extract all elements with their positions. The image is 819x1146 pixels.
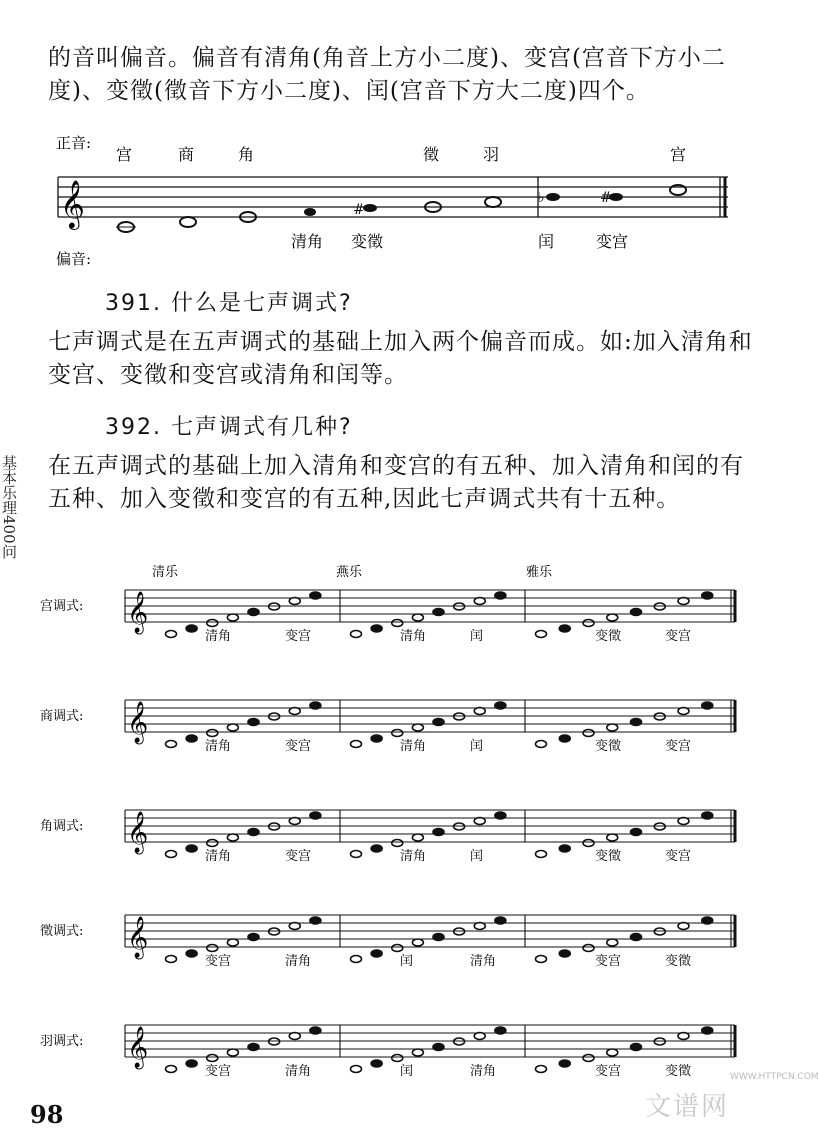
tone-name: 闰: [400, 954, 414, 969]
tone-name: 闰: [400, 1064, 414, 1079]
note-head: [412, 939, 423, 946]
bottom-name: 闰: [538, 232, 555, 251]
note-head: [248, 934, 259, 941]
note-head: [227, 724, 238, 731]
note-heads: [116, 185, 686, 232]
note-head: [166, 741, 177, 748]
treble-clef-icon: 𝄞: [127, 1027, 149, 1068]
tone-name: 变宫: [205, 1064, 232, 1079]
note-head: [186, 625, 197, 632]
bottom-name: 变徵: [351, 232, 384, 251]
note-head: [474, 1033, 485, 1040]
svg-text:#: #: [353, 202, 365, 218]
watermark: [645, 1072, 819, 1123]
tone-name: 变宫: [595, 954, 622, 969]
note-head: [583, 945, 594, 952]
note-head: [631, 1044, 642, 1051]
treble-clef-icon: 𝄞: [127, 812, 149, 853]
note-head: [186, 950, 197, 957]
scale-label: 羽调式:: [40, 1034, 84, 1049]
note-head: [392, 1055, 403, 1062]
note-head: [536, 741, 547, 748]
header-yanyue: 燕乐: [336, 565, 363, 580]
note-head: [433, 829, 444, 836]
scale-label: 徵调式:: [40, 924, 84, 939]
note-head: [371, 1060, 382, 1067]
answer-392: 在五声调式的基础上加入清角和变宫的有五种、加入清角和闰的有五种、加入变徵和变宫的有五种,因此七声调式共有十五种。: [48, 453, 744, 512]
tone-name: 清角: [285, 954, 312, 969]
tone-name: 变徵: [595, 849, 622, 864]
note-head: [631, 934, 642, 941]
top-name: 角: [238, 145, 255, 164]
tone-name: 清角: [400, 629, 427, 644]
note-head: [702, 917, 713, 924]
note-head: [536, 956, 547, 963]
note-head: [351, 741, 362, 748]
note-head: [351, 1066, 362, 1073]
note-head: [607, 834, 618, 841]
note-head: [166, 1066, 177, 1073]
note-head: [583, 1055, 594, 1062]
note-head: [433, 1044, 444, 1051]
note-head: [310, 812, 321, 819]
question-392: 392. 七声调式有几种?: [105, 415, 353, 440]
note-head: [495, 812, 506, 819]
note-head: [310, 702, 321, 709]
tone-name: 变徵: [665, 1064, 692, 1079]
note-head: [495, 702, 506, 709]
tone-name: 变宫: [285, 849, 312, 864]
note-head: [631, 829, 642, 836]
tone-name: 清角: [285, 1064, 312, 1079]
watermark-url: WWW.HTTPCN.COM: [730, 1072, 819, 1082]
note-head: [583, 730, 594, 737]
note-head: [559, 735, 570, 742]
note-head: [248, 719, 259, 726]
note-head: [207, 945, 218, 952]
note-head: [371, 735, 382, 742]
note-head: [227, 614, 238, 621]
tone-name: 闰: [470, 849, 484, 864]
note-head: [207, 730, 218, 737]
note-head: [412, 834, 423, 841]
note-head: [310, 592, 321, 599]
note-head: [631, 719, 642, 726]
top-name: 徵: [423, 145, 440, 164]
staff-lines: [58, 177, 728, 217]
note-head: [536, 631, 547, 638]
tone-name: 变宫: [205, 954, 232, 969]
tone-name: 变宫: [595, 1064, 622, 1079]
scale-row: [40, 1025, 735, 1079]
note-head: [207, 840, 218, 847]
tone-name: 清角: [400, 739, 427, 754]
note-head: [433, 934, 444, 941]
seven-tone-scales-figure: [40, 560, 760, 1100]
top-name: 羽: [483, 145, 500, 164]
note-head: [702, 1027, 713, 1034]
note-head: [433, 719, 444, 726]
note-head: [392, 945, 403, 952]
header-qingyue: 清乐: [152, 565, 179, 580]
main-tones-label: 正音:: [56, 134, 92, 152]
note-head: [495, 1027, 506, 1034]
note-head: [495, 917, 506, 924]
note-head: [207, 620, 218, 627]
note-head: [702, 812, 713, 819]
note-head: [371, 845, 382, 852]
tone-name: 闰: [470, 629, 484, 644]
note-head: [351, 851, 362, 858]
note-head: [607, 724, 618, 731]
note-head: [351, 631, 362, 638]
header-yayue: 雅乐: [526, 565, 553, 580]
tone-name: 变徵: [595, 629, 622, 644]
tone-name: 变宫: [665, 739, 692, 754]
note-head: [248, 1044, 259, 1051]
tone-name: 清角: [470, 1064, 497, 1079]
note-head: [248, 829, 259, 836]
scale-row: [40, 810, 735, 864]
note-head: [227, 834, 238, 841]
note-head: [678, 1033, 689, 1040]
treble-clef-icon: 𝄞: [127, 702, 149, 743]
svg-text:#: #: [600, 190, 612, 206]
note-head: [583, 840, 594, 847]
tone-name: 变宫: [285, 739, 312, 754]
note-head: [559, 845, 570, 852]
tone-name: 变宫: [665, 849, 692, 864]
note-head: [412, 614, 423, 621]
treble-clef-icon: 𝄞: [127, 917, 149, 958]
note-head: [583, 620, 594, 627]
note-head: [607, 939, 618, 946]
note-head: [186, 845, 197, 852]
top-name: 宫: [670, 145, 687, 164]
note-head: [166, 631, 177, 638]
tone-name: 清角: [205, 849, 232, 864]
note-head: [702, 702, 713, 709]
tone-name: 清角: [205, 739, 232, 754]
note-head: [351, 956, 362, 963]
note-head: [702, 592, 713, 599]
tone-name: 变宫: [665, 629, 692, 644]
note-head: [607, 614, 618, 621]
scale-row: [40, 915, 735, 969]
scale-row: [40, 700, 735, 754]
tone-name: 清角: [470, 954, 497, 969]
note-head: [631, 609, 642, 616]
scale-row: [40, 590, 735, 644]
note-head: [559, 950, 570, 957]
tone-name: 变徵: [665, 954, 692, 969]
note-head: [310, 917, 321, 924]
treble-clef-icon: 𝄞: [60, 179, 85, 228]
note-head: [207, 1055, 218, 1062]
note-head: [412, 724, 423, 731]
note-head: [166, 956, 177, 963]
tone-name: 闰: [470, 739, 484, 754]
tone-name: 清角: [205, 629, 232, 644]
note-head: [392, 840, 403, 847]
pitch-staff-figure: [48, 132, 748, 272]
note-head: [559, 1060, 570, 1067]
note-head: [227, 1049, 238, 1056]
watermark-text: 文谱网: [645, 1092, 730, 1122]
scale-label: 商调式:: [40, 709, 84, 724]
note-head: [248, 609, 259, 616]
note-head: [607, 1049, 618, 1056]
note-head: [536, 851, 547, 858]
tone-name: 变宫: [285, 629, 312, 644]
top-name: 商: [178, 145, 195, 164]
note-head: [371, 625, 382, 632]
tone-name: 变徵: [595, 739, 622, 754]
note-head: [371, 950, 382, 957]
side-running-title: 基本乐理400问: [0, 455, 18, 559]
tone-name: 清角: [400, 849, 427, 864]
note-head: [186, 735, 197, 742]
question-391: 391. 什么是七声调式?: [105, 291, 353, 316]
bottom-name: 清角: [291, 232, 324, 251]
note-head: [310, 1027, 321, 1034]
note-head: [227, 939, 238, 946]
note-head: [559, 625, 570, 632]
top-name: 宫: [116, 145, 133, 164]
passing-tones-label: 偏音:: [56, 250, 92, 268]
note-head: [433, 609, 444, 616]
bottom-name: 变宫: [596, 232, 629, 251]
page-number: 98: [30, 1100, 64, 1129]
note-head: [392, 730, 403, 737]
note-head: [495, 592, 506, 599]
note-head: [289, 1033, 300, 1040]
treble-clef-icon: 𝄞: [127, 592, 149, 633]
note-head: [536, 1066, 547, 1073]
answer-391: 七声调式是在五声调式的基础上加入两个偏音而成。如:加入清角和变宫、变徵和变宫或清角和闰等。: [48, 329, 753, 388]
note-head: [412, 1049, 423, 1056]
scale-label: 角调式:: [40, 819, 84, 834]
note-head: [166, 851, 177, 858]
scale-label: 宫调式:: [40, 599, 84, 614]
intro-paragraph: 的音叫偏音。偏音有清角(角音上方小二度)、变宫(宫音下方小二度)、变徵(徵音下方小二度)、闰(宫音下方大二度)四个。: [48, 45, 726, 104]
svg-text:♭: ♭: [538, 190, 545, 206]
note-head: [186, 1060, 197, 1067]
note-head: [392, 620, 403, 627]
